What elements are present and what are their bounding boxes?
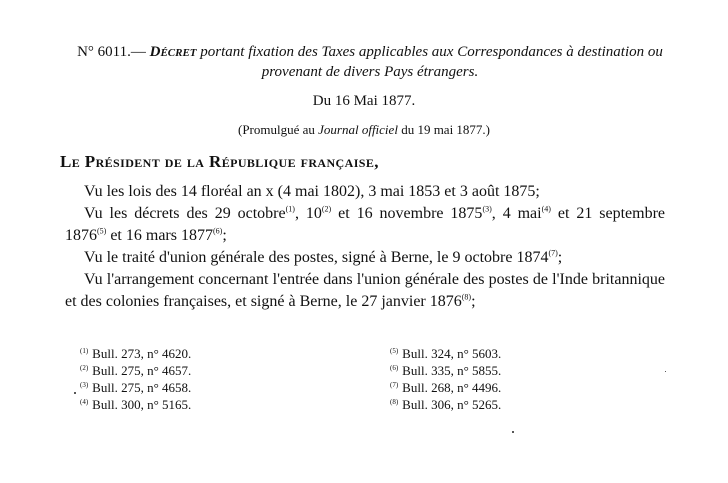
note-ref-3: (3): [482, 204, 492, 214]
footnote: $^{(6)}$ Bull. 335, n° 5855.: [390, 363, 502, 378]
footnotes-left: [80, 345, 191, 413]
note-ref-5: (5): [97, 226, 107, 236]
decree-subject: portant fixation des Taxes applicables aux Correspondances à destination ou provenant de divers Pays étrangers.: [200, 44, 663, 80]
note-ref-6: (6): [212, 226, 223, 236]
paragraph-decrees: Vu les décrets des 29 octobre$^{(1)}$, 10$^{(2)}$ et 16 novembre 1875$^{(3)}$, 4 mai$^{(4)}$ et 21 septembre 1876$^{(5)}$ et 16 mars 1877$^{(6)}$;: [65, 204, 666, 244]
decree-number: N° 6011.—: [77, 44, 146, 60]
ink-speck: [512, 431, 514, 433]
promulgation-note: (Promulgué au Journal officiel du 19 mai 1877.): [237, 122, 491, 137]
decree-date: Du 16 Mai 1877.: [312, 93, 416, 109]
note-ref-4: (4): [541, 204, 551, 214]
footnote: $^{(3)}$ Bull. 275, n° 4658.: [80, 380, 192, 395]
note-ref-2: (2): [321, 204, 332, 214]
footnote: $^{(8)}$ Bull. 306, n° 5265.: [390, 397, 502, 412]
paragraph-arrangement: Vu l'arrangement concernant l'entrée dans l'union générale des postes de l'Inde britannique et des colonies françaises, et signé à Berne, le 27 janvier 1876$^{(8)}$;: [65, 271, 665, 310]
note-ref-7: (7): [548, 248, 558, 258]
footnote: $^{(1)}$ Bull. 273, n° 4620.: [80, 346, 192, 361]
footnotes-right: [390, 345, 501, 413]
president-heading: Le Président de la République française,: [60, 152, 379, 171]
ink-speck: [74, 392, 76, 394]
footnote: $^{(7)}$ Bull. 268, n° 4496.: [390, 380, 502, 395]
footnote: $^{(2)}$ Bull. 275, n° 4657.: [80, 363, 192, 378]
footnote: $^{(5)}$ Bull. 324, n° 5603.: [390, 346, 502, 361]
note-ref-8: (8): [461, 292, 472, 302]
paragraph-laws: Vu les lois des 14 floréal an x (4 mai 1802), 3 mai 1853 et 3 août 1875;: [84, 183, 540, 200]
decree-title: [70, 42, 670, 82]
ink-speck: [665, 371, 666, 372]
decree-word: Décret: [149, 44, 197, 60]
note-ref-1: (1): [285, 204, 295, 214]
paragraph-treaty: Vu le traité d'union générale des postes, signé à Berne, le 9 octobre 1874$^{(7)}$;: [84, 248, 563, 266]
preamble: [65, 181, 665, 313]
footnote: $^{(4)}$ Bull. 300, n° 5165.: [80, 397, 192, 412]
